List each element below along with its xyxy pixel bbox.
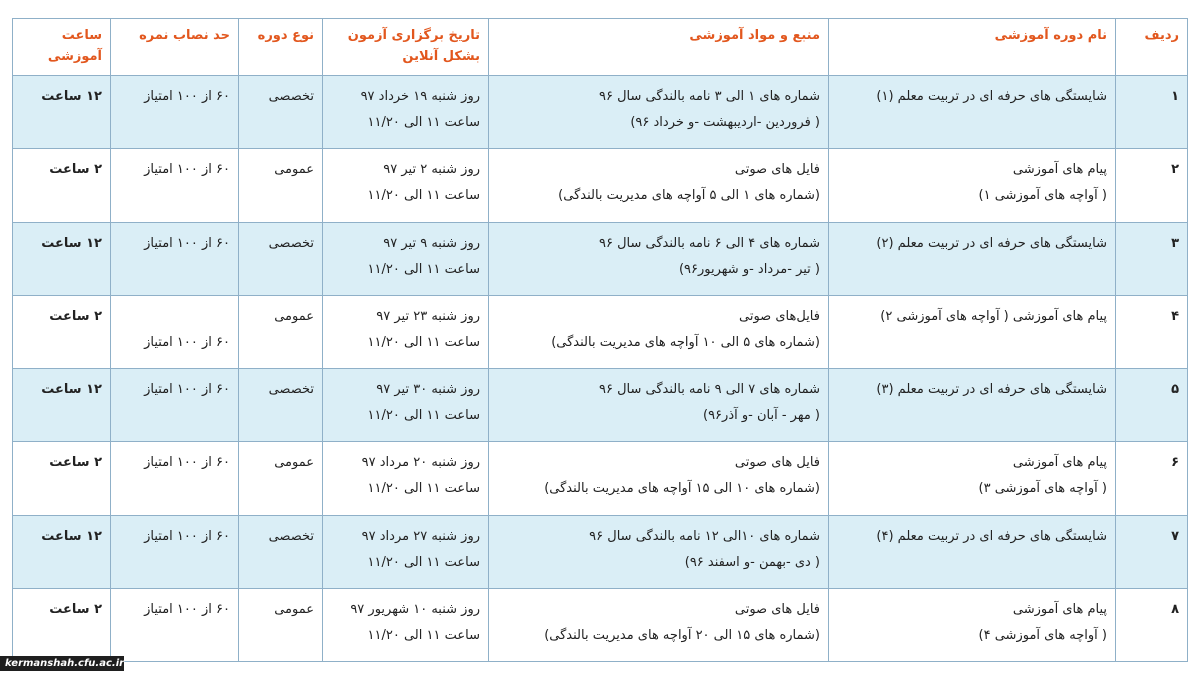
header-course-type: نوع دوره [239, 19, 323, 76]
header-exam-date [323, 19, 489, 76]
source-line: ( مهر - آبان -و آذر۹۶) [703, 408, 820, 423]
row-number-cell: ۸ [1116, 588, 1188, 661]
table-row [13, 149, 1188, 222]
source-line: شماره های ۷ الی ۹ نامه بالندگی سال ۹۶ [599, 382, 820, 397]
row-number-cell: ۱ [1116, 76, 1188, 149]
passing-score-cell: ۶۰ از ۱۰۰ امتیاز [111, 222, 239, 295]
exam-date-line: روز شنبه ۲۰ مرداد ۹۷ [361, 455, 480, 471]
source-cell [489, 588, 829, 661]
course-name-line: ( آواچه های آموزشی ۱) [978, 188, 1107, 204]
course-name-cell [829, 442, 1116, 515]
course-name-line: شایستگی های حرفه ای در تربیت معلم (۱) [876, 89, 1107, 104]
passing-score-cell: ۶۰ از ۱۰۰ امتیاز [111, 295, 239, 368]
hours-cell: ۲ ساعت [13, 149, 111, 222]
course-type-cell: تخصصی [239, 369, 323, 442]
course-type-cell: عمومی [239, 149, 323, 222]
exam-date-line: روز شنبه ۳۰ تیر ۹۷ [376, 382, 480, 397]
source-line: شماره های ۱ الی ۳ نامه بالندگی سال ۹۶ [599, 89, 820, 104]
source-line: فایل‌های صوتی [739, 308, 820, 324]
exam-date-line: روز شنبه ۹ تیر ۹۷ [383, 235, 480, 251]
row-number-cell: ۲ [1116, 149, 1188, 222]
exam-date-line: ساعت ۱۱ الی ۱۱/۲۰ [367, 115, 480, 130]
header-hours-line1: ساعت [61, 28, 102, 43]
exam-date-line: روز شنبه ۱۰ شهریور ۹۷ [350, 601, 480, 617]
hours-cell: ۱۲ ساعت [13, 369, 111, 442]
row-number-cell: ۶ [1116, 442, 1188, 515]
table-row [13, 588, 1188, 661]
exam-date-line: ساعت ۱۱ الی ۱۱/۲۰ [367, 481, 480, 497]
header-exam-date-line2: بشکل آنلاین [402, 49, 480, 64]
source-cell [489, 222, 829, 295]
source-line: (شماره های ۱ الی ۵ آواچه های مدیریت بالندگی) [558, 188, 820, 204]
row-number-cell: ۵ [1116, 369, 1188, 442]
table-row [13, 442, 1188, 515]
table-row [13, 515, 1188, 588]
site-watermark: kermanshah.cfu.ac.ir [0, 656, 124, 671]
course-name-line: پیام های آموزشی [1012, 162, 1107, 178]
source-cell [489, 515, 829, 588]
source-cell [489, 442, 829, 515]
exam-date-cell [323, 149, 489, 222]
course-name-cell [829, 369, 1116, 442]
exam-date-cell [323, 442, 489, 515]
exam-date-cell [323, 222, 489, 295]
hours-cell: ۱۲ ساعت [13, 76, 111, 149]
hours-cell: ۱۲ ساعت [13, 515, 111, 588]
exam-date-cell [323, 369, 489, 442]
course-type-cell: عمومی [239, 295, 323, 368]
exam-date-line: ساعت ۱۱ الی ۱۱/۲۰ [367, 261, 480, 277]
source-line: (شماره های ۱۵ الی ۲۰ آواچه های مدیریت بالندگی) [544, 627, 820, 643]
passing-score-cell: ۶۰ از ۱۰۰ امتیاز [111, 149, 239, 222]
hours-cell: ۲ ساعت [13, 295, 111, 368]
source-line: فایل های صوتی [734, 162, 820, 178]
exam-date-line: ساعت ۱۱ الی ۱۱/۲۰ [367, 188, 480, 204]
exam-date-cell [323, 588, 489, 661]
course-name-line: ( آواچه های آموزشی ۴) [978, 627, 1107, 643]
exam-date-line: روز شنبه ۲۳ تیر ۹۷ [376, 308, 480, 324]
hours-cell: ۲ ساعت [13, 442, 111, 515]
exam-date-line: ساعت ۱۱ الی ۱۱/۲۰ [367, 408, 480, 423]
table-row [13, 76, 1188, 149]
source-line: ( دی -بهمن -و اسفند ۹۶) [684, 554, 820, 570]
header-row-number: ردیف [1116, 19, 1188, 76]
passing-score-cell: ۶۰ از ۱۰۰ امتیاز [111, 369, 239, 442]
schedule-table [12, 18, 1188, 662]
source-cell [489, 149, 829, 222]
header-passing-score: حد نصاب نمره [111, 19, 239, 76]
passing-score-cell: ۶۰ از ۱۰۰ امتیاز [111, 588, 239, 661]
passing-score-cell: ۶۰ از ۱۰۰ امتیاز [111, 76, 239, 149]
course-name-cell [829, 515, 1116, 588]
source-line: فایل های صوتی [734, 601, 820, 617]
source-cell [489, 369, 829, 442]
course-name-line: شایستگی های حرفه ای در تربیت معلم (۴) [876, 528, 1107, 544]
header-exam-date-line1: تاریخ برگزاری آزمون [347, 28, 480, 43]
header-row [13, 19, 1188, 76]
header-hours-line2: آموزشی [47, 49, 102, 64]
source-line: (شماره های ۵ الی ۱۰ آواچه های مدیریت بالندگی) [551, 334, 820, 350]
course-type-cell: تخصصی [239, 76, 323, 149]
source-line: ( فروردین -اردیبهشت -و خرداد ۹۶) [630, 115, 820, 130]
exam-date-line: روز شنبه ۱۹ خرداد ۹۷ [360, 89, 480, 104]
exam-date-line: ساعت ۱۱ الی ۱۱/۲۰ [367, 554, 480, 570]
source-line: فایل های صوتی [734, 455, 820, 471]
course-type-cell: عمومی [239, 588, 323, 661]
course-name-line: پیام های آموزشی ( آواچه های آموزشی ۲) [880, 308, 1107, 324]
course-name-line: پیام های آموزشی [1012, 455, 1107, 471]
hours-cell: ۱۲ ساعت [13, 222, 111, 295]
course-name-cell [829, 222, 1116, 295]
course-name-line: پیام های آموزشی [1012, 601, 1107, 617]
course-type-cell: عمومی [239, 442, 323, 515]
source-line: ( تیر -مرداد -و شهریور۹۶) [678, 261, 820, 277]
table-row [13, 222, 1188, 295]
source-line: شماره های ۴ الی ۶ نامه بالندگی سال ۹۶ [599, 235, 820, 251]
course-name-cell [829, 76, 1116, 149]
table-row [13, 295, 1188, 368]
row-number-cell: ۷ [1116, 515, 1188, 588]
exam-date-line: ساعت ۱۱ الی ۱۱/۲۰ [367, 334, 480, 350]
exam-date-line: روز شنبه ۲ تیر ۹۷ [383, 162, 480, 178]
course-name-line: شایستگی های حرفه ای در تربیت معلم (۳) [876, 382, 1107, 397]
course-name-cell [829, 588, 1116, 661]
course-name-cell [829, 295, 1116, 368]
passing-score-cell: ۶۰ از ۱۰۰ امتیاز [111, 442, 239, 515]
header-course-name: نام دوره آموزشی [829, 19, 1116, 76]
course-type-cell: تخصصی [239, 222, 323, 295]
row-number-cell: ۳ [1116, 222, 1188, 295]
header-hours [13, 19, 111, 76]
exam-date-cell [323, 515, 489, 588]
course-type-cell: تخصصی [239, 515, 323, 588]
exam-date-cell [323, 76, 489, 149]
course-name-line: شایستگی های حرفه ای در تربیت معلم (۲) [876, 235, 1107, 251]
exam-date-line: ساعت ۱۱ الی ۱۱/۲۰ [367, 627, 480, 643]
exam-date-line: روز شنبه ۲۷ مرداد ۹۷ [361, 528, 480, 544]
exam-date-cell [323, 295, 489, 368]
table-row [13, 369, 1188, 442]
course-name-cell [829, 149, 1116, 222]
source-line: (شماره های ۱۰ الی ۱۵ آواچه های مدیریت بالندگی) [544, 481, 820, 497]
hours-cell: ۲ ساعت [13, 588, 111, 661]
passing-score-cell: ۶۰ از ۱۰۰ امتیاز [111, 515, 239, 588]
source-cell [489, 295, 829, 368]
header-source: منبع و مواد آموزشی [489, 19, 829, 76]
source-cell [489, 76, 829, 149]
course-name-line: ( آواچه های آموزشی ۳) [978, 481, 1107, 497]
row-number-cell: ۴ [1116, 295, 1188, 368]
source-line: شماره های ۱۰الی ۱۲ نامه بالندگی سال ۹۶ [589, 528, 820, 544]
